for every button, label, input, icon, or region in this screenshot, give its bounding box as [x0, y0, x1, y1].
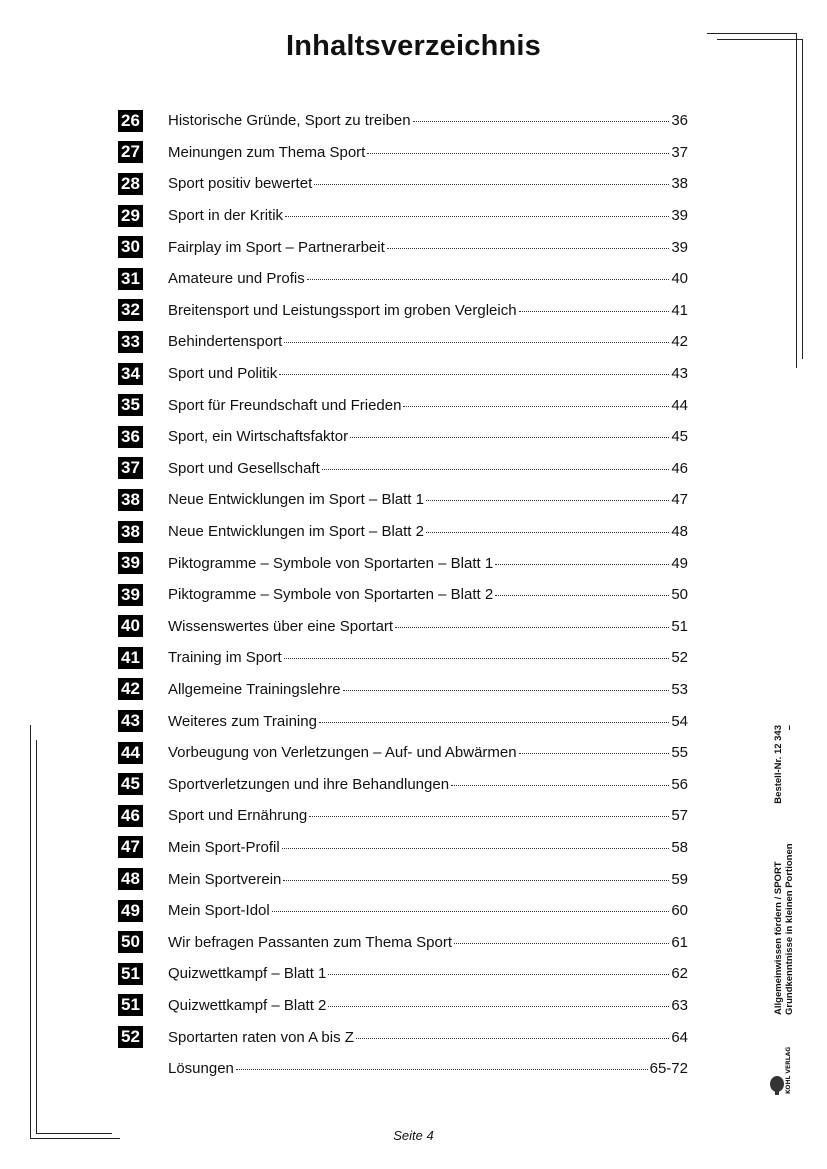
toc-entry	[118, 231, 688, 263]
toc-entry-line	[168, 428, 688, 445]
toc-entry	[118, 1021, 688, 1053]
page-title: Inhaltsverzeichnis	[285, 30, 542, 62]
toc-page-number: 55	[671, 744, 688, 762]
chapter-number-badge	[118, 1058, 143, 1080]
chapter-number-badge: 38	[118, 521, 143, 543]
toc-entry-line	[168, 112, 688, 129]
toc-entry	[118, 642, 688, 674]
dot-leader	[284, 658, 670, 659]
chapter-number-badge: 39	[118, 584, 143, 606]
toc-entry	[118, 674, 688, 706]
toc-entry	[118, 768, 688, 800]
toc-entry	[118, 105, 688, 137]
toc-entry-title: Sport positiv bewertet	[168, 175, 313, 193]
toc-entry	[118, 484, 688, 516]
toc-entry-title: Behindertensport	[168, 333, 283, 351]
side-imprint-line1: Allgemeinwissen fördern / SPORT	[773, 861, 784, 1015]
dot-leader	[356, 1038, 669, 1039]
toc-entry-line	[168, 365, 688, 382]
dot-leader	[426, 532, 669, 533]
toc-entry	[118, 958, 688, 990]
chapter-number-badge: 48	[118, 868, 143, 890]
toc-entry-line	[168, 1060, 688, 1077]
toc-page-number: 52	[671, 649, 688, 667]
toc-entry	[118, 990, 688, 1022]
chapter-number-badge: 34	[118, 363, 143, 385]
toc-entry-line	[168, 586, 688, 603]
chapter-number-badge: 32	[118, 299, 143, 321]
toc-page-number: 62	[671, 965, 688, 983]
chapter-number-badge: 43	[118, 710, 143, 732]
dot-leader	[395, 627, 669, 628]
toc-page-number: 49	[671, 554, 688, 572]
dot-leader	[367, 153, 669, 154]
toc-page-number: 58	[671, 838, 688, 856]
toc-entry-line	[168, 997, 688, 1014]
toc-entry-title: Sport und Ernährung	[168, 807, 308, 825]
toc-entry-title: Sport, ein Wirtschaftsfaktor	[168, 428, 349, 446]
toc-entry-title: Allgemeine Trainingslehre	[168, 680, 341, 698]
dot-leader	[350, 437, 669, 438]
toc-entry-line	[168, 270, 688, 287]
corner-frame-line	[36, 740, 37, 1134]
dot-leader	[319, 722, 669, 723]
toc-entry	[118, 1053, 688, 1085]
toc-entry-line	[168, 144, 688, 161]
chapter-number-badge: 38	[118, 489, 143, 511]
toc-page-number: 56	[671, 775, 688, 793]
toc-entry-line	[168, 491, 688, 508]
toc-entry-line	[168, 965, 688, 982]
publisher-logo-icon	[768, 1036, 798, 1096]
toc-page-number: 51	[671, 617, 688, 635]
dot-leader	[285, 216, 669, 217]
toc-entry	[118, 800, 688, 832]
toc-entry-title: Neue Entwicklungen im Sport – Blatt 2	[168, 523, 424, 541]
dot-leader	[236, 1069, 648, 1070]
toc-entry	[118, 611, 688, 643]
toc-entry-line	[168, 523, 688, 540]
dot-leader	[387, 248, 670, 249]
toc-page-number: 60	[671, 902, 688, 920]
toc-entry	[118, 137, 688, 169]
chapter-number-badge: 47	[118, 836, 143, 858]
toc-entry-line	[168, 555, 688, 572]
toc-entry-line	[168, 744, 688, 761]
order-number: Bestell-Nr. 12 343	[773, 725, 784, 804]
toc-entry-line	[168, 302, 688, 319]
toc-entry-line	[168, 807, 688, 824]
dot-leader	[519, 311, 670, 312]
chapter-number-badge: 44	[118, 742, 143, 764]
toc-entry	[118, 263, 688, 295]
chapter-number-badge: 31	[118, 268, 143, 290]
side-imprint-dash: –	[784, 725, 795, 731]
toc-page-number: 61	[671, 933, 688, 951]
corner-frame-line	[796, 33, 797, 368]
toc-page-number: 54	[671, 712, 688, 730]
chapter-number-badge: 52	[118, 1026, 143, 1048]
toc-entry-line	[168, 397, 688, 414]
toc-page-number: 47	[671, 491, 688, 509]
toc-page-number: 64	[671, 1028, 688, 1046]
dot-leader	[282, 848, 670, 849]
toc-entry-title: Piktogramme – Symbole von Sportarten – Blatt 2	[168, 586, 494, 604]
toc-page-number: 45	[671, 428, 688, 446]
chapter-number-badge: 50	[118, 931, 143, 953]
chapter-number-badge: 30	[118, 236, 143, 258]
chapter-number-badge: 28	[118, 173, 143, 195]
toc-entry-title: Mein Sport-Idol	[168, 902, 270, 920]
toc-page-number: 37	[671, 143, 688, 161]
chapter-number-badge: 46	[118, 805, 143, 827]
dot-leader	[283, 880, 669, 881]
chapter-number-badge: 29	[118, 205, 143, 227]
toc-entry-title: Sport in der Kritik	[168, 207, 284, 225]
toc-entry	[118, 705, 688, 737]
dot-leader	[328, 1006, 669, 1007]
toc-page-number: 63	[671, 996, 688, 1014]
toc-entry-line	[168, 713, 688, 730]
toc-page-number: 43	[671, 365, 688, 383]
toc-entry	[118, 579, 688, 611]
chapter-number-badge: 41	[118, 647, 143, 669]
chapter-number-badge: 40	[118, 615, 143, 637]
dot-leader	[328, 974, 669, 975]
toc-entry	[118, 389, 688, 421]
toc-entry-title: Neue Entwicklungen im Sport – Blatt 1	[168, 491, 424, 509]
toc-entry-title: Mein Sportverein	[168, 870, 282, 888]
toc-entry	[118, 421, 688, 453]
chapter-number-badge: 42	[118, 678, 143, 700]
toc-entry-title: Sport und Politik	[168, 365, 278, 383]
toc-entry-title: Training im Sport	[168, 649, 282, 667]
toc-entry-line	[168, 839, 688, 856]
toc-entry	[118, 295, 688, 327]
toc-entry	[118, 737, 688, 769]
toc-page-number: 38	[671, 175, 688, 193]
toc-entry-title: Wissenswertes über eine Sportart	[168, 617, 394, 635]
toc-entry-line	[168, 776, 688, 793]
toc-page-number: 39	[671, 207, 688, 225]
toc-entry	[118, 358, 688, 390]
toc-entry-title: Sport für Freundschaft und Frieden	[168, 396, 402, 414]
toc-entry-line	[168, 207, 688, 224]
chapter-number-badge: 45	[118, 773, 143, 795]
dot-leader	[426, 500, 669, 501]
corner-frame-line	[802, 39, 803, 359]
toc-entry-line	[168, 902, 688, 919]
toc-entry-line	[168, 1029, 688, 1046]
toc-page-number: 42	[671, 333, 688, 351]
chapter-number-badge: 36	[118, 426, 143, 448]
dot-leader	[495, 564, 669, 565]
dot-leader	[454, 943, 669, 944]
dot-leader	[495, 595, 669, 596]
chapter-number-badge: 35	[118, 394, 143, 416]
toc-entry-title: Weiteres zum Training	[168, 712, 317, 730]
toc-entry	[118, 453, 688, 485]
chapter-number-badge: 51	[118, 994, 143, 1016]
dot-leader	[307, 279, 670, 280]
table-of-contents	[118, 105, 688, 1084]
toc-page-number: 40	[671, 270, 688, 288]
dot-leader	[519, 753, 670, 754]
toc-entry-title: Meinungen zum Thema Sport	[168, 143, 366, 161]
toc-entry-title: Wir befragen Passanten zum Thema Sport	[168, 933, 453, 951]
toc-entry-title: Sport und Gesellschaft	[168, 459, 320, 477]
chapter-number-badge: 49	[118, 900, 143, 922]
chapter-number-badge: 27	[118, 141, 143, 163]
toc-entry-title: Sportarten raten von A bis Z	[168, 1028, 354, 1046]
side-imprint-line2: Grundkenntnisse in kleinen Portionen	[784, 843, 795, 1015]
dot-leader	[272, 911, 670, 912]
toc-page-number: 41	[671, 301, 688, 319]
dot-leader	[309, 816, 669, 817]
dot-leader	[343, 690, 670, 691]
toc-entry-title: Piktogramme – Symbole von Sportarten – Blatt 1	[168, 554, 494, 572]
chapter-number-badge: 26	[118, 110, 143, 132]
toc-entry-title: Quizwettkampf – Blatt 1	[168, 965, 327, 983]
toc-entry-line	[168, 333, 688, 350]
toc-page-number: 57	[671, 807, 688, 825]
toc-page-number: 46	[671, 459, 688, 477]
toc-entry-title: Mein Sport-Profil	[168, 838, 280, 856]
publisher-logo-text: KOHL VERLAG	[785, 1046, 792, 1094]
toc-entry-title: Lösungen	[168, 1060, 234, 1078]
toc-page-number: 53	[671, 680, 688, 698]
toc-entry	[118, 547, 688, 579]
toc-page-number: 65-72	[649, 1060, 688, 1078]
page-number-footer: Seite 4	[393, 1128, 434, 1143]
toc-entry-line	[168, 871, 688, 888]
chapter-number-badge: 33	[118, 331, 143, 353]
toc-entry-line	[168, 175, 688, 192]
toc-entry-title: Sportverletzungen und ihre Behandlungen	[168, 775, 450, 793]
chapter-number-badge: 37	[118, 457, 143, 479]
dot-leader	[413, 121, 670, 122]
toc-entry-title: Historische Gründe, Sport zu treiben	[168, 112, 411, 130]
toc-page-number: 36	[671, 112, 688, 130]
toc-entry	[118, 516, 688, 548]
dot-leader	[451, 785, 669, 786]
dot-leader	[314, 184, 669, 185]
toc-page-number: 50	[671, 586, 688, 604]
toc-entry	[118, 200, 688, 232]
toc-page-number: 59	[671, 870, 688, 888]
side-imprint	[773, 725, 795, 1015]
dot-leader	[284, 342, 669, 343]
toc-entry-title: Quizwettkampf – Blatt 2	[168, 996, 327, 1014]
toc-entry	[118, 863, 688, 895]
dot-leader	[322, 469, 670, 470]
toc-entry-title: Breitensport und Leistungssport im groben Vergleich	[168, 301, 517, 319]
toc-entry-title: Fairplay im Sport – Partnerarbeit	[168, 238, 385, 256]
toc-entry-line	[168, 618, 688, 635]
toc-page-number: 39	[671, 238, 688, 256]
dot-leader	[403, 406, 669, 407]
toc-entry-title: Vorbeugung von Verletzungen – Auf- und Abwärmen	[168, 744, 517, 762]
toc-entry	[118, 832, 688, 864]
chapter-number-badge: 39	[118, 552, 143, 574]
toc-entry	[118, 326, 688, 358]
toc-entry	[118, 895, 688, 927]
toc-page-number: 44	[671, 396, 688, 414]
toc-entry	[118, 168, 688, 200]
toc-page-number: 48	[671, 523, 688, 541]
toc-entry-line	[168, 934, 688, 951]
toc-entry-line	[168, 460, 688, 477]
toc-entry-title: Amateure und Profis	[168, 270, 305, 288]
corner-frame-line	[30, 725, 31, 1139]
toc-entry-line	[168, 681, 688, 698]
dot-leader	[279, 374, 669, 375]
chapter-number-badge: 51	[118, 963, 143, 985]
toc-entry-line	[168, 239, 688, 256]
toc-entry	[118, 926, 688, 958]
toc-entry-line	[168, 649, 688, 666]
